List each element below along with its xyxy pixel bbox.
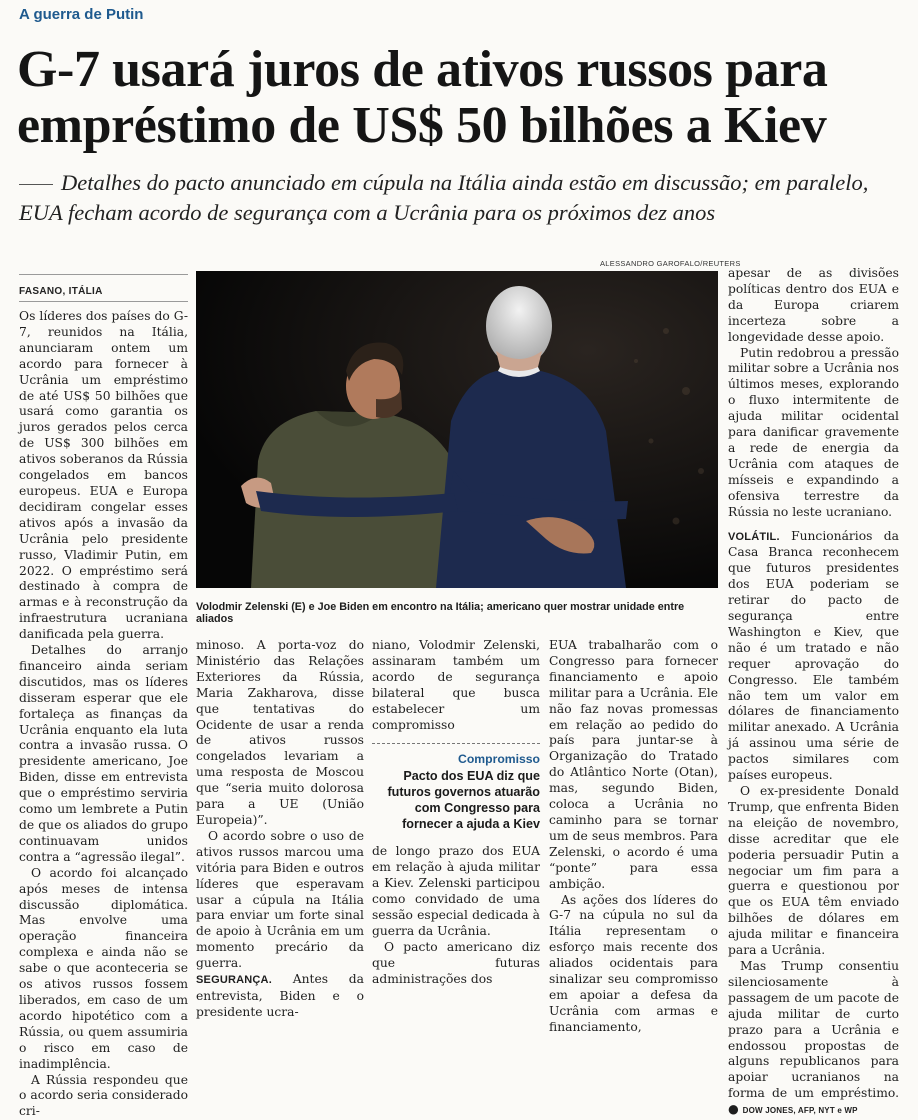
paragraph: Putin redobrou a pressão militar sobre a Ucrânia nos últimos meses, explorando o fluxo intermitente de ajuda militar ocidental para danificar gravemente a rede de energia da Ucrânia com ataques de mísseis e expandindo a ofensiva terrestre da Rússia no leste ucraniano.	[728, 346, 899, 521]
paragraph: Detalhes do arranjo financeiro ainda seriam discutidos, mas os líderes disseram esperar que ele fortaleça as finanças da Ucrânia enquanto ela luta contra a invasão russa. O presidente americano, Joe Biden, disse em entrevista que o empréstimo serviria como um lembrete a Putin de que os aliados do grupo continuavam unidos contra a “agressão ilegal”.	[19, 643, 188, 866]
paragraph: O acordo sobre o uso de ativos russos marcou uma vitória para Biden e outros líderes que esperavam usar a cúpula na Itália para enviar um forte sinal de apoio à Ucrânia em um momento precário da guerra.	[196, 829, 364, 972]
article-column-5	[728, 266, 899, 1119]
paragraph: minoso. A porta-voz do Ministério das Relações Exteriores da Rússia, Maria Zakharova, disse que tentativas do Ocidente de usar a renda de ativos russos congelados levariam a uma resposta de Moscou que “seria muito dolorosa para a UE (União Europeia)”.	[196, 638, 364, 829]
pull-quote-text: Pacto dos EUA diz que futuros governos atuarão com Congresso para fornecer a ajuda a Kiev	[372, 768, 540, 832]
paragraph: de longo prazo dos EUA em relação à ajuda militar a Kiev. Zelenski participou como convidado de uma sessão especial dedicada à guerra da Ucrânia.	[372, 844, 540, 939]
paragraph	[196, 972, 364, 1021]
headline-line-2: empréstimo de US$ 50 bilhões a Kiev	[17, 98, 907, 154]
byline-rule-bottom	[19, 301, 188, 302]
paragraph	[728, 529, 899, 785]
paragraph: O acordo foi alcançado após meses de intensa discussão diplomática. Mas envolve uma operação financeira complexa e ainda não se sabe o que aconteceria se os ativos russos fossem liberados, em caso de um acordo hipotético com a Rússia, ou quem assumiria o risco em caso de inadimplência.	[19, 866, 188, 1073]
news-photo	[196, 271, 718, 588]
article-column-3	[372, 638, 540, 988]
section-label: A guerra de Putin	[19, 6, 143, 23]
article-column-4	[549, 638, 718, 1036]
subsection-lead: VOLÁTIL.	[728, 531, 780, 543]
photo-caption: Volodmir Zelenski (E) e Joe Biden em encontro na Itália; americano quer mostrar unidade entre aliados	[196, 601, 718, 625]
paragraph: Os líderes dos países do G-7, reunidos na Itália, anunciaram ontem um acordo para fornecer à Ucrânia um empréstimo de até US$ 50 bilhões que usará como garantia os juros gerados pelos cerca de US$ 300 bilhões em ativos soberanos da Rússia congelados em bancos europeus. EUA e Europa decidiram congelar esses ativos após a invasão da Ucrânia pelo presidente russo, Vladimir Putin, em 2022. O empréstimo será destinado à compra de armas e à reconstrução da infraestrutura ucraniana danificada pela guerra.	[19, 309, 188, 643]
paragraph: niano, Volodmir Zelenski, assinaram também um acordo de segurança bilateral que busca estabelecer um compromisso	[372, 638, 540, 733]
paragraph: O ex-presidente Donald Trump, que enfrenta Biden na eleição de novembro, disse acreditar que ele poderia persuadir Putin a negociar um fim para a guerra e questionou por que os EUA têm enviado bilhões de dólares em ajuda militar e financeira para a Ucrânia.	[728, 784, 899, 959]
photo-credit: ALESSANDRO GAROFALO/REUTERS	[600, 259, 741, 268]
paragraph-text: Funcionários da Casa Branca reconhecem que futuros presidentes dos EUA poderiam se retirar do pacto de segurança entre Washington e Kiev, que não é um tratado e não requer aprovação do Congresso. Ele também não tem um valor em dólares de financiamento militar anexado. A Ucrânia já assinou uma série de pactos similares com países europeus.	[728, 529, 899, 783]
headline-line-1: G-7 usará juros de ativos russos para	[17, 42, 907, 98]
article-column-1	[19, 309, 188, 1120]
agency-signature: DOW JONES, AFP, NYT e WP	[743, 1106, 858, 1115]
end-mark-icon: ●	[728, 1102, 739, 1116]
headline	[17, 42, 907, 154]
photo-illustration	[196, 271, 718, 588]
pull-quote-title: Compromisso	[372, 752, 540, 768]
pull-quote-box	[372, 743, 540, 832]
subheadline	[19, 168, 899, 228]
paragraph: apesar de as divisões políticas dentro dos EUA e da Europa criarem incerteza sobre a longevidade desse apoio.	[728, 266, 899, 346]
subsection-lead: SEGURANÇA.	[196, 974, 272, 986]
paragraph-text: Mas Trump consentiu silenciosamente à passagem de um pacote de ajuda militar de curto prazo para a Ucrânia e endossou propostas de alguns republicanos para apoiar ucranianos na forma de um empréstimo.	[728, 959, 899, 1100]
byline: FASANO, ITÁLIA	[19, 286, 103, 297]
paragraph: EUA trabalharão com o Congresso para fornecer financiamento e apoio militar para a Ucrânia. Ele não faz novas promessas em relação ao pedido do país para juntar-se à Organização do Tratado do Atlântico Norte (Otan), mas, segundo Biden, coloca a Ucrânia no caminho para se tornar um de seus membros. Para Zelenski, o acordo é uma “ponte” para essa ambição.	[549, 638, 718, 893]
byline-rule	[19, 274, 188, 275]
paragraph	[728, 959, 899, 1119]
paragraph-text: Antes da entrevista, Biden e o presidente ucra-	[196, 972, 364, 1019]
subhead-dash	[19, 184, 53, 185]
subhead-text: Detalhes do pacto anunciado em cúpula na Itália ainda estão em discussão; em paralelo, EUA fecham acordo de segurança com a Ucrânia para os próximos dez anos	[19, 170, 868, 225]
article-column-2	[196, 638, 364, 1021]
paragraph: O pacto americano diz que futuras administrações dos	[372, 940, 540, 988]
paragraph: As ações dos líderes do G-7 na cúpula no sul da Itália representam o esforço mais recente dos aliados ocidentais para sinalizar seu compromisso em apoiar a defesa da Ucrânia com armas e financiamento,	[549, 893, 718, 1036]
paragraph: A Rússia respondeu que o acordo seria considerado cri-	[19, 1073, 188, 1120]
